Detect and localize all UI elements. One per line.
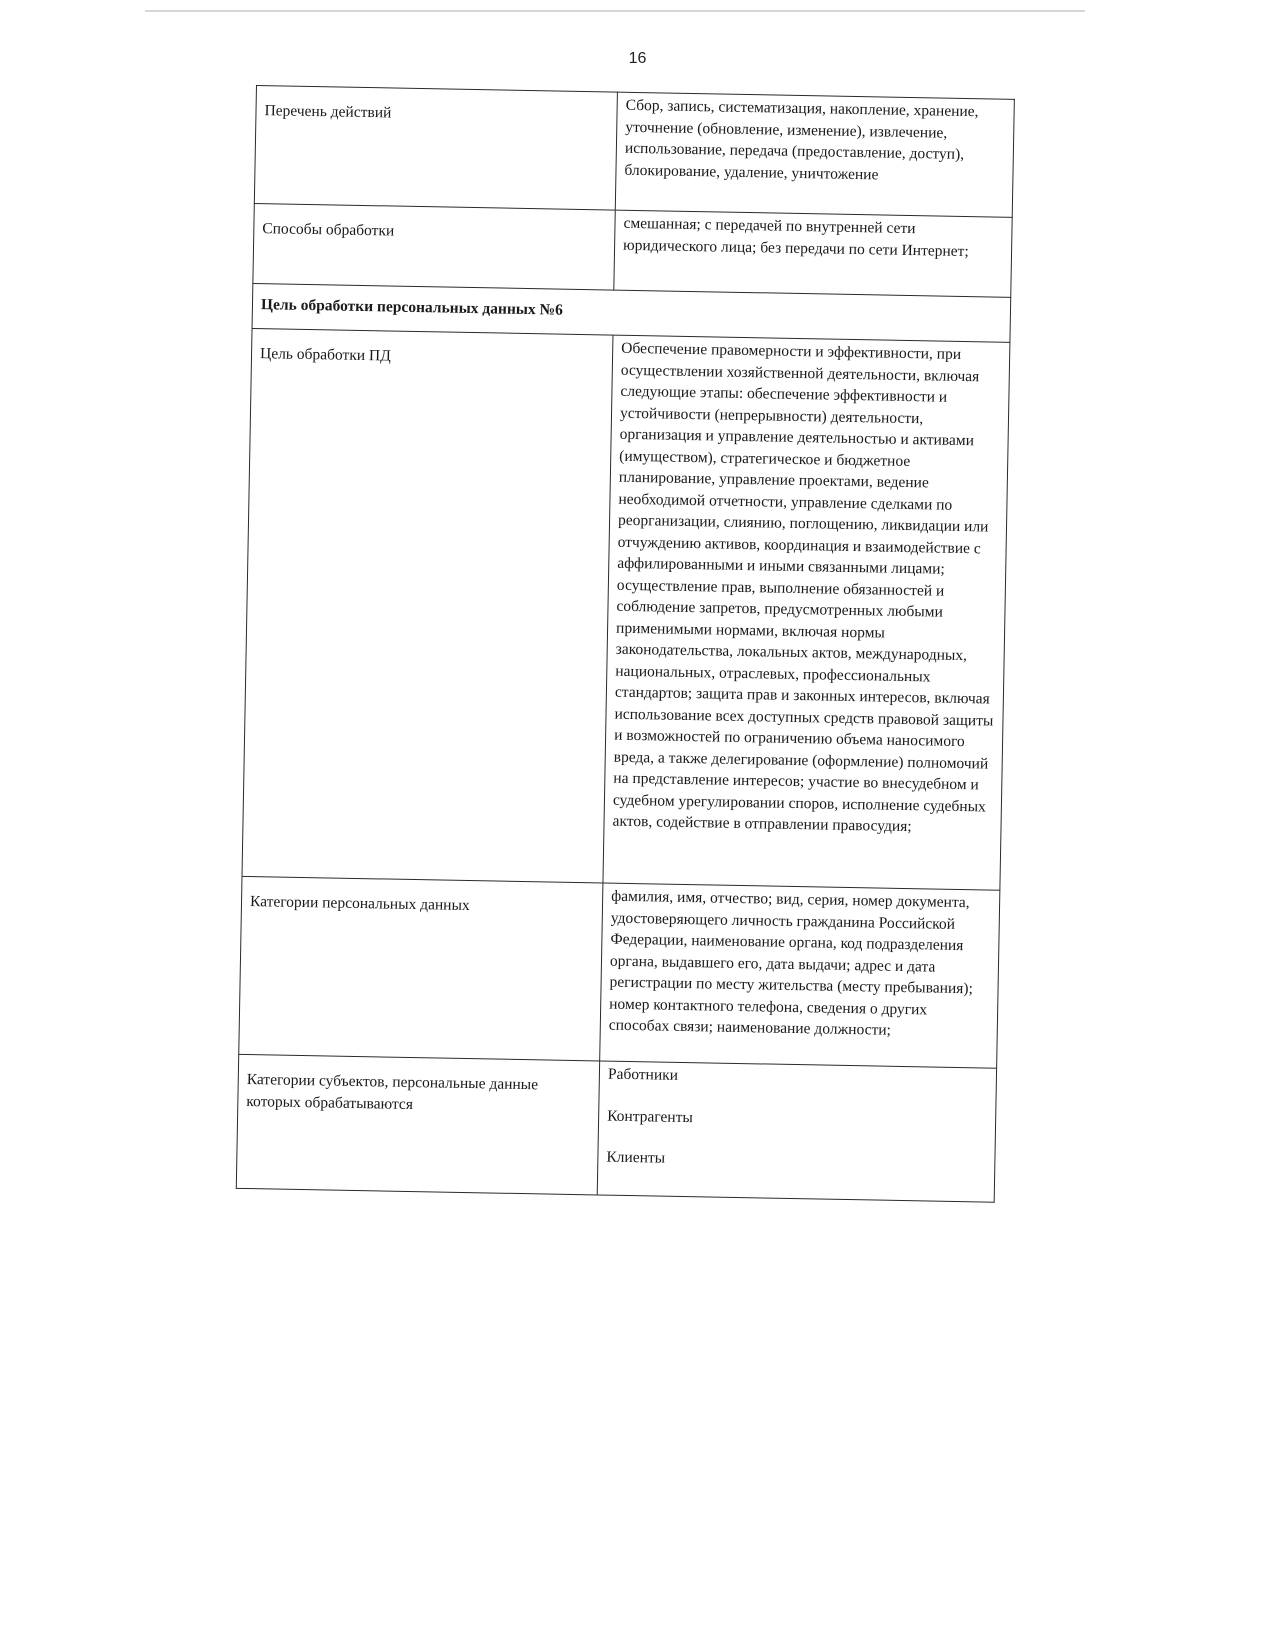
scan-edge-line [145, 10, 1085, 12]
table-row-purpose [242, 328, 1010, 890]
purpose-value: Обеспечение правомерности и эффективности, при осуществлении хозяйственной деятельности, включая следующие этапы: обеспечение эффективности и устойчивости (непрерывности) деятельности, организация и управление деятельностью и активами (имуществом), стратегическое и бюджетное планирование, управление проектами, ведение необходимой отчетности, управление сделками по реорганизации, слиянию, поглощению, ликвидации или отчуждению активов, координация и взаимодействие с аффилированными и иными связанными лицами; осуществление прав, выполнение обязанностей и соблюдение запретов, предусмотренных любыми применимыми нормами, включая нормы законодательства, локальных актов, международных, национальных, отраслевых, профессиональных стандартов; защита прав и законных интересов, включая использование всех доступных средств правовой защиты и возможностей по ограничению объема наносимого вреда, а также делегирование (оформление) полномочий на представление интересов; участие во внесудебном и судебном урегулировании споров, исполнение судебных актов, содействие в отправлении правосудия; [603, 335, 1010, 890]
table-row-actions [254, 86, 1014, 218]
table-row-subject-categories [236, 1054, 996, 1201]
processing-table [236, 85, 1015, 1202]
subject-item-employees: Работники [607, 1065, 679, 1084]
subject-item-contractors: Контрагенты [607, 1107, 694, 1126]
section-heading: Цель обработки персональных данных №6 [252, 283, 1011, 342]
subject-categories-value [597, 1061, 996, 1202]
actions-value: Сбор, запись, систематизация, накопление, хранение, уточнение (обновление, изменение), извлечение, использование, передача (предоставление, доступ), блокирование, удаление, уничтожение [615, 92, 1014, 217]
purpose-label: Цель обработки ПД [242, 328, 613, 883]
table-row-data-categories [239, 876, 1000, 1068]
methods-value: смешанная; с передачей по внутренней сети юридического лица; без передачи по сети Интернет; [614, 210, 1012, 297]
data-categories-value: фамилия, имя, отчество; вид, серия, номер документа, удостоверяющего личность гражданина Российской Федерации, наименование органа, код подразделения органа, выдавшего его, дата выдачи; адрес и дата регистрации по месту жительства (месту пребывания); номер контактного телефона, сведения о других способах связи; наименование должности; [600, 883, 1000, 1068]
methods-label: Способы обработки [253, 203, 615, 290]
page-number: 16 [628, 50, 647, 67]
actions-label: Перечень действий [254, 86, 617, 211]
data-categories-label: Категории персональных данных [239, 876, 603, 1061]
table-row-methods [253, 203, 1012, 297]
subject-categories-label: Категории субъектов, персональные данные которых обрабатываются [236, 1054, 599, 1194]
subject-item-clients: Клиенты [606, 1148, 666, 1167]
